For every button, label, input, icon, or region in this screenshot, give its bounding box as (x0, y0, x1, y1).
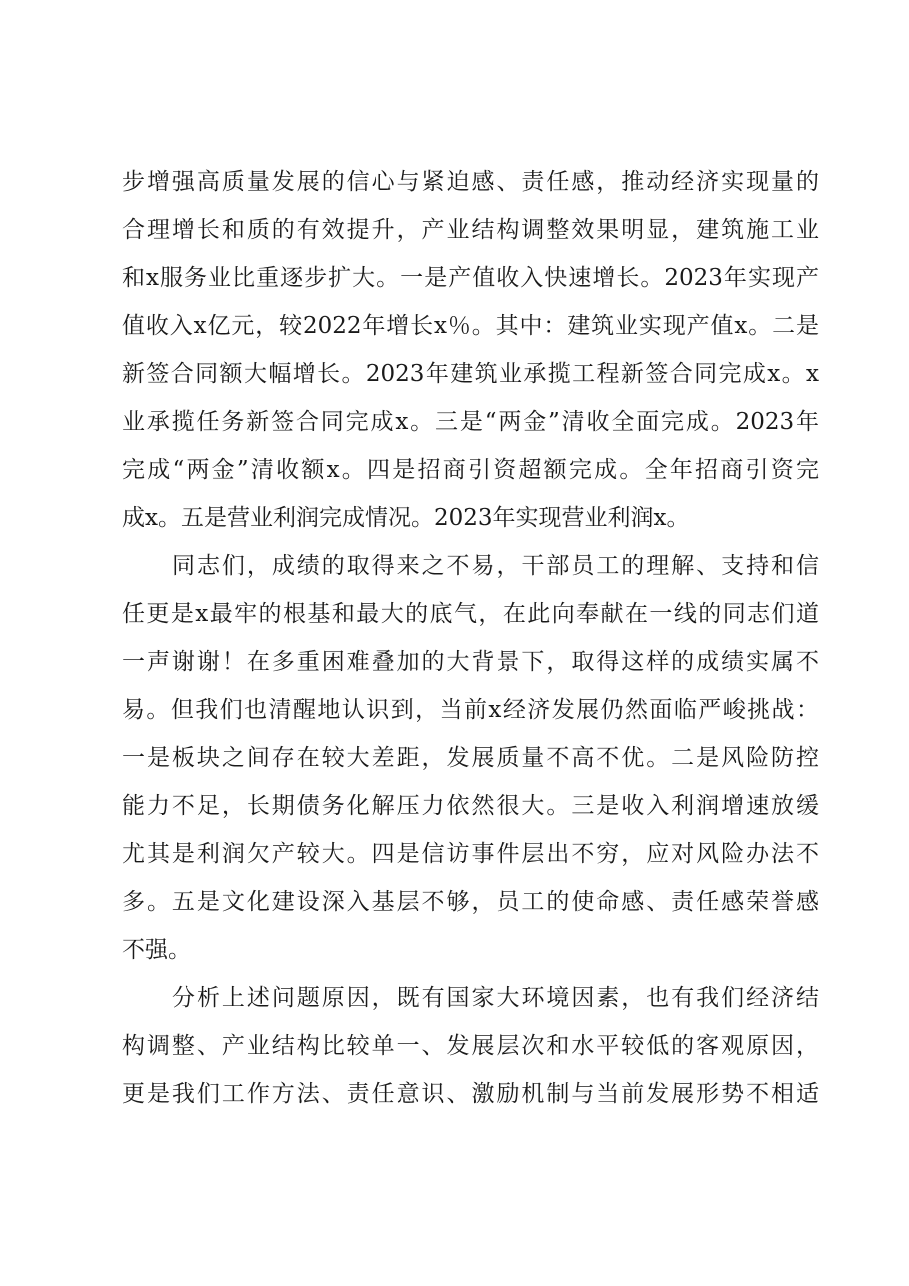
paragraph-2-line-5: 一是板块之间存在较大差距，发展质量不高不优。二是风险防控 (122, 745, 819, 771)
paragraph-2-line-2: 任更是x最牢的根基和最大的底气，在此向奉献在一线的同志们道 (122, 601, 819, 627)
paragraph-2-line-1: 同志们，成绩的取得来之不易，干部员工的理解、支持和信 (172, 553, 819, 579)
paragraph-2-line-4: 易。但我们也清醒地认识到，当前x经济发展仍然面临严峻挑战： (122, 697, 819, 723)
paragraph-1-line-7: 完成“两金”清收额x。四是招商引资超额完成。全年招商引资完 (122, 457, 819, 483)
paragraph-1-line-2: 合理增长和质的有效提升，产业结构调整效果明显，建筑施工业 (122, 217, 819, 243)
paragraph-1-line-8: 成x。五是营业利润完成情况。2023年实现营业利润x。 (122, 505, 690, 531)
paragraph-2-line-6: 能力不足，长期债务化解压力依然很大。三是收入利润增速放缓 (122, 793, 819, 819)
paragraph-3-line-3: 更是我们工作方法、责任意识、激励机制与当前发展形势不相适 (122, 1081, 819, 1107)
paragraph-2-line-3: 一声谢谢！在多重困难叠加的大背景下，取得这样的成绩实属不 (122, 649, 819, 675)
paragraph-1-line-1: 步增强高质量发展的信心与紧迫感、责任感，推动经济实现量的 (122, 169, 819, 195)
paragraph-2-line-8: 多。五是文化建设深入基层不够，员工的使命感、责任感荣誉感 (122, 889, 819, 915)
paragraph-2-line-7: 尤其是利润欠产较大。四是信访事件层出不穷，应对风险办法不 (122, 841, 819, 867)
paragraph-1-line-4: 值收入x亿元，较2022年增长x％。其中：建筑业实现产值x。二是 (122, 313, 819, 339)
paragraph-3-line-2: 构调整、产业结构比较单一、发展层次和水平较低的客观原因， (122, 1033, 819, 1059)
paragraph-1-line-5: 新签合同额大幅增长。2023年建筑业承揽工程新签合同完成x。x (122, 361, 819, 387)
paragraph-1-line-3: 和x服务业比重逐步扩大。一是产值收入快速增长。2023年实现产 (122, 265, 819, 291)
paragraph-1-line-6: 业承揽任务新签合同完成x。三是“两金”清收全面完成。2023年 (122, 409, 819, 435)
paragraph-3-line-1: 分析上述问题原因，既有国家大环境因素，也有我们经济结 (172, 985, 819, 1011)
paragraph-2-line-9: 不强。 (122, 937, 191, 963)
